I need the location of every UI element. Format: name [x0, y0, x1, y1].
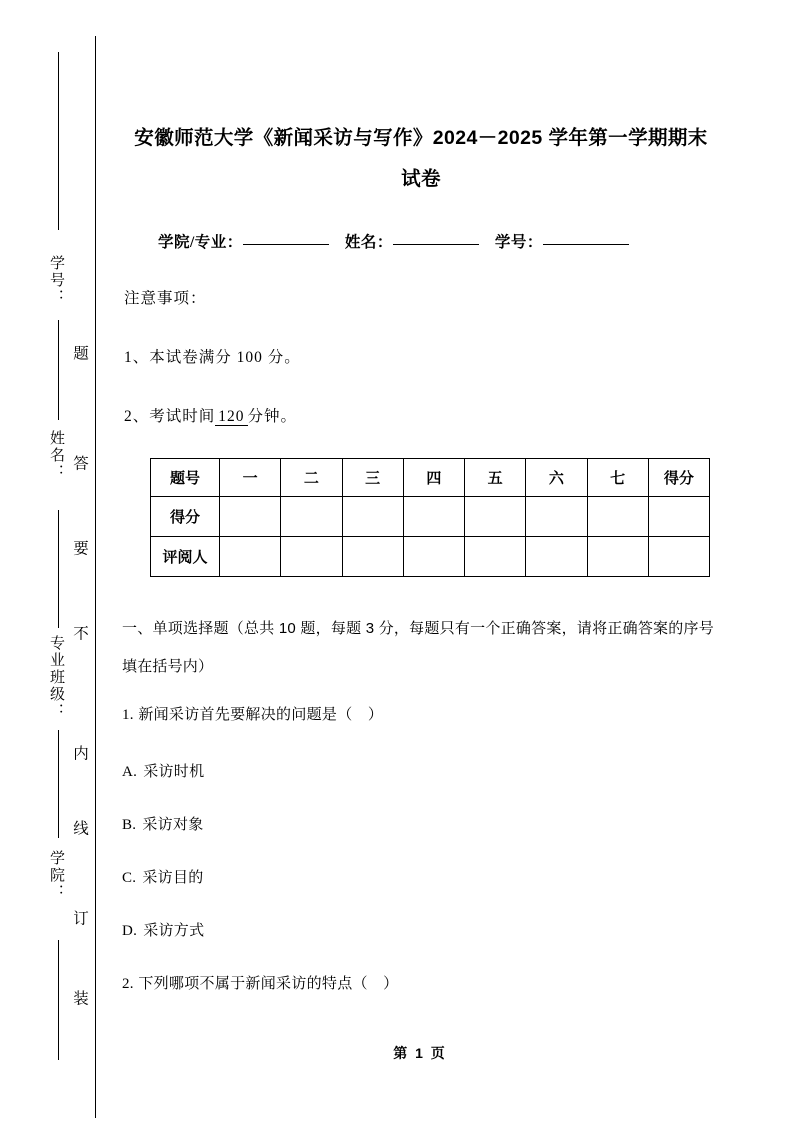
question-1-number: 1. — [122, 707, 134, 723]
notes-heading: 注意事项： — [124, 290, 207, 307]
score-cell[interactable] — [648, 497, 709, 537]
page-title: 安徽师范大学《新闻采访与写作》2024－2025 学年第一学期期末试卷 — [134, 127, 708, 190]
score-cell[interactable] — [587, 497, 648, 537]
table-row-header — [151, 459, 710, 497]
name-label: 姓名： — [344, 234, 393, 251]
option-letter-b: B. — [122, 817, 137, 833]
question-1-option-b[interactable] — [122, 813, 204, 834]
binding-margin-segment — [58, 940, 59, 1060]
college-major-label: 学院/专业： — [158, 234, 243, 251]
question-1-option-c[interactable] — [122, 866, 204, 887]
score-cell[interactable] — [281, 497, 342, 537]
score-cell[interactable] — [403, 497, 464, 537]
notes-item-2-suffix: 分钟。 — [247, 408, 298, 425]
seal-char-zhuang: 装 — [71, 990, 88, 1008]
binding-margin-inner-rule — [95, 36, 96, 1118]
binding-margin-segment — [58, 52, 59, 230]
reviewer-cell[interactable] — [220, 537, 281, 577]
reviewer-cell[interactable] — [281, 537, 342, 577]
reviewer-cell[interactable] — [465, 537, 526, 577]
score-table-header-cell: 一 — [220, 459, 281, 497]
table-row — [151, 497, 710, 537]
margin-label-college: 学院： — [48, 850, 64, 901]
binding-margin-segment — [58, 730, 59, 838]
option-text-a: 采访时机 — [143, 763, 205, 780]
notes-item-1: 1、本试卷满分 100 分。 — [124, 349, 301, 366]
reviewer-cell[interactable] — [526, 537, 587, 577]
exam-content-column — [120, 0, 720, 1122]
option-text-d: 采访方式 — [143, 922, 205, 939]
margin-label-name: 姓名： — [48, 430, 64, 481]
student-id-label: 学号： — [494, 234, 543, 251]
score-table-header-cell: 五 — [465, 459, 526, 497]
score-cell[interactable] — [526, 497, 587, 537]
seal-char-da: 答 — [71, 455, 88, 473]
seal-char-ding: 订 — [71, 910, 88, 928]
reviewer-cell[interactable] — [648, 537, 709, 577]
option-letter-a: A. — [122, 764, 138, 780]
option-text-c: 采访目的 — [142, 869, 204, 886]
binding-margin-segment — [58, 320, 59, 420]
student-info-line — [158, 230, 629, 252]
score-table-header-cell: 题号 — [151, 459, 220, 497]
score-cell[interactable] — [342, 497, 403, 537]
seal-char-yao: 要 — [71, 540, 88, 558]
seal-char-xian: 线 — [71, 820, 88, 838]
seal-char-nei: 内 — [71, 745, 88, 763]
margin-label-student-id: 学号： — [48, 255, 64, 306]
notes-item-2-prefix: 2、考试时间 — [124, 408, 216, 425]
student-id-blank[interactable] — [543, 244, 629, 245]
question-2 — [122, 972, 398, 993]
score-table-header-cell: 四 — [403, 459, 464, 497]
question-1-option-d[interactable] — [122, 919, 204, 940]
score-cell[interactable] — [220, 497, 281, 537]
page-footer: 第 1 页 — [393, 1045, 447, 1061]
question-2-text: 下列哪项不属于新闻采访的特点（ ） — [138, 975, 399, 992]
reviewer-cell[interactable] — [587, 537, 648, 577]
question-1 — [122, 703, 383, 724]
question-1-text: 新闻采访首先要解决的问题是（ ） — [138, 706, 384, 723]
exam-duration-value: 120 — [215, 408, 247, 426]
score-table-header-cell: 三 — [342, 459, 403, 497]
binding-margin-segment — [58, 510, 59, 628]
table-row — [151, 537, 710, 577]
notes-item-2 — [124, 404, 297, 426]
college-major-blank[interactable] — [243, 244, 329, 245]
reviewer-cell[interactable] — [403, 537, 464, 577]
option-letter-c: C. — [122, 870, 137, 886]
seal-char-ti: 题 — [71, 345, 88, 363]
name-blank[interactable] — [393, 244, 479, 245]
score-table-header-cell: 七 — [587, 459, 648, 497]
question-1-option-a[interactable] — [122, 760, 204, 781]
option-text-b: 采访对象 — [142, 816, 204, 833]
seal-char-bu: 不 — [71, 625, 88, 643]
score-cell[interactable] — [465, 497, 526, 537]
score-row-label: 评阅人 — [151, 537, 220, 577]
score-table — [150, 458, 710, 577]
score-table-header-cell: 得分 — [648, 459, 709, 497]
score-table-header-cell: 六 — [526, 459, 587, 497]
section-one-heading: 一、单项选择题（总共 10 题，每题 3 分，每题只有一个正确答案，请将正确答案的序号填在括号内） — [122, 620, 714, 675]
option-letter-d: D. — [122, 923, 138, 939]
question-2-number: 2. — [122, 976, 134, 992]
score-row-label: 得分 — [151, 497, 220, 537]
score-table-header-cell: 二 — [281, 459, 342, 497]
margin-label-major-class: 专业班级： — [48, 635, 64, 720]
reviewer-cell[interactable] — [342, 537, 403, 577]
